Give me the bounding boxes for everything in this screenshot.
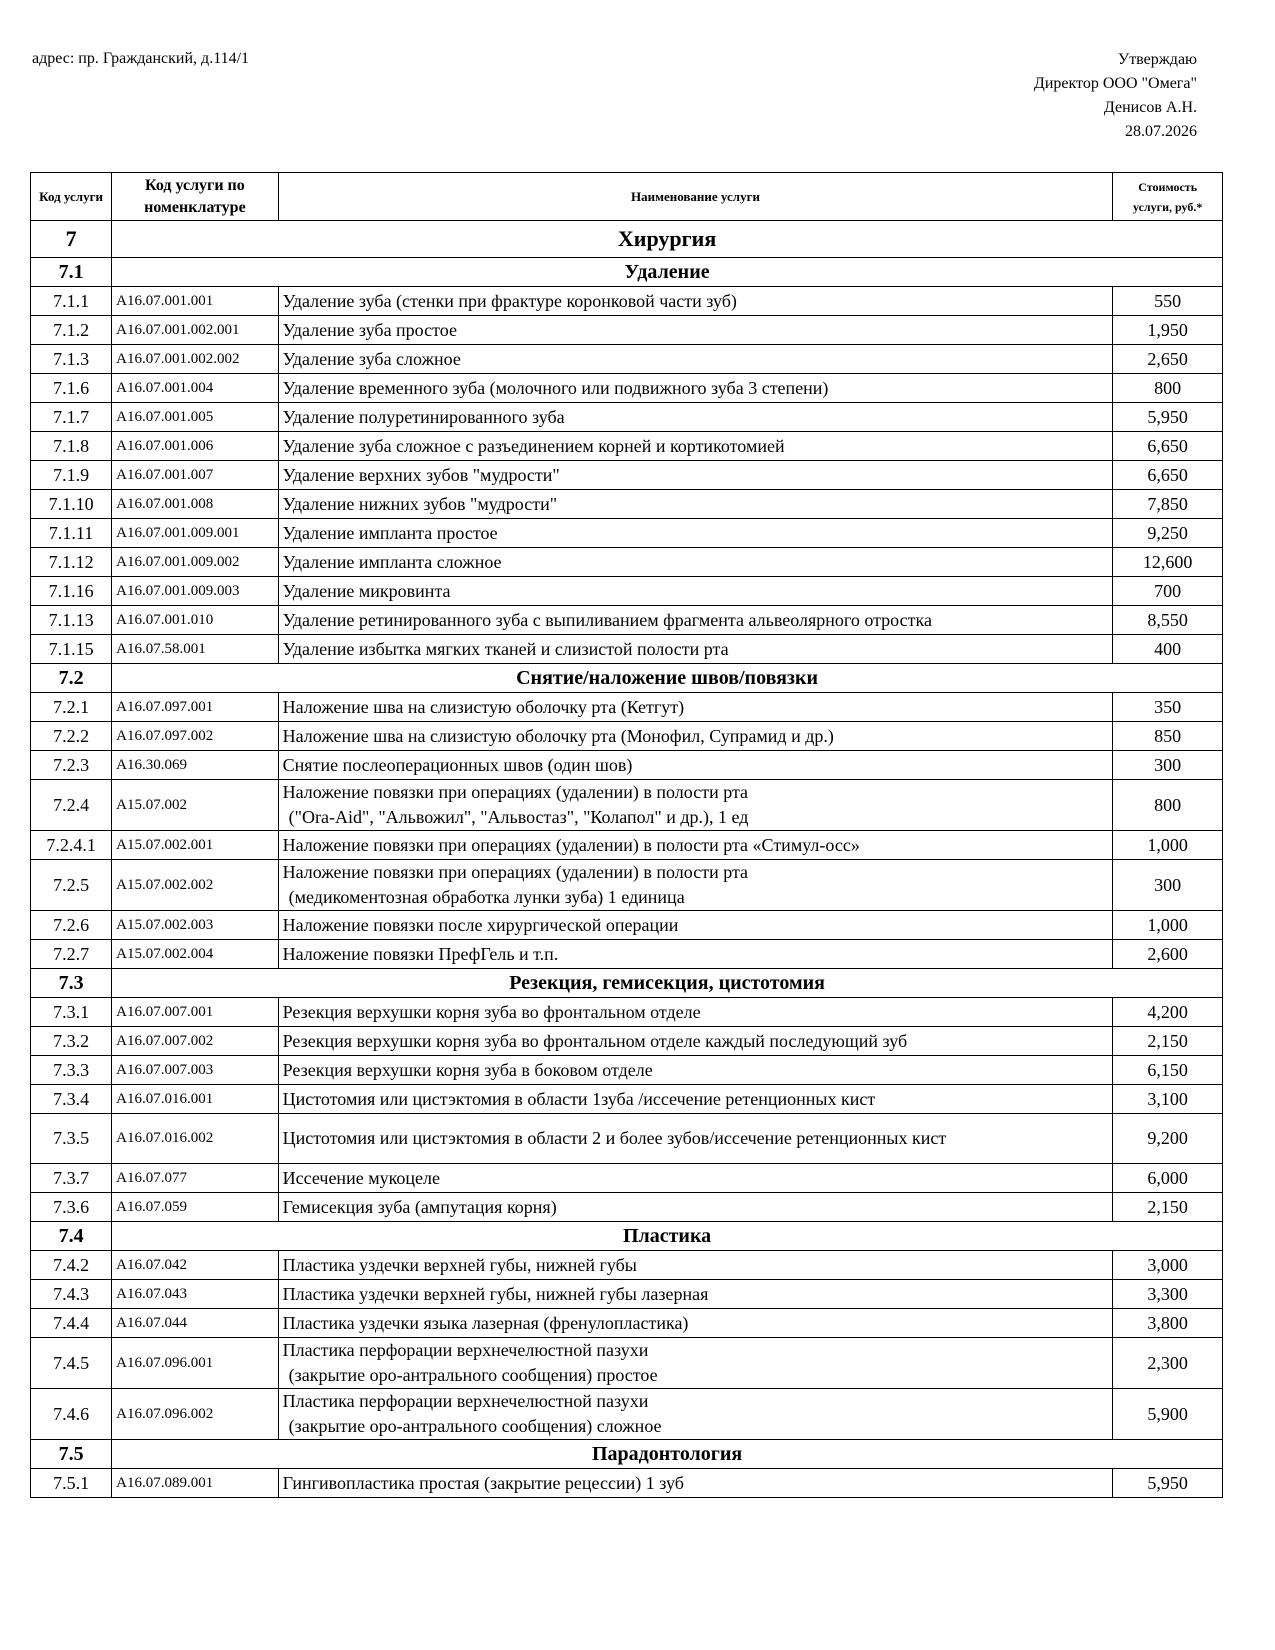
service-code: 7.1.1 — [31, 287, 112, 316]
table-row — [31, 911, 1223, 940]
service-name — [278, 1114, 1113, 1164]
service-name-line: Удаление импланта простое — [282, 522, 498, 543]
service-name-line: Удаление верхних зубов "мудрости" — [282, 464, 560, 485]
nomenclature-code: A16.07.096.001 — [112, 1338, 279, 1389]
service-code: 7.1.8 — [31, 432, 112, 461]
service-code: 7.1.10 — [31, 490, 112, 519]
service-price: 7,850 — [1113, 490, 1223, 519]
service-code: 7.2.1 — [31, 693, 112, 722]
service-name-line: Наложение шва на слизистую оболочку рта (Кетгут) — [282, 696, 685, 717]
service-price: 9,250 — [1113, 519, 1223, 548]
nomenclature-code: A16.07.001.004 — [112, 374, 279, 403]
service-price: 1,000 — [1113, 911, 1223, 940]
nomenclature-code: A16.07.016.002 — [112, 1114, 279, 1164]
nomenclature-code: A16.07.077 — [112, 1164, 279, 1193]
service-name — [278, 1469, 1113, 1498]
section-code: 7.5 — [31, 1440, 112, 1469]
service-name-line: Гемисекция зуба (ампутация корня) — [282, 1196, 557, 1217]
service-code: 7.1.12 — [31, 548, 112, 577]
service-code: 7.4.4 — [31, 1309, 112, 1338]
section-title: Снятие/наложение швов/повязки — [112, 664, 1223, 693]
service-name — [278, 316, 1113, 345]
service-name-line: Удаление зуба (стенки при фрактуре коронковой части зуб) — [282, 290, 737, 311]
approval-line: Денисов А.Н. — [1103, 99, 1197, 116]
service-price: 2,650 — [1113, 345, 1223, 374]
service-name-line: Удаление избытка мягких тканей и слизистой полости рта — [282, 638, 729, 659]
table-row — [31, 860, 1223, 911]
service-code: 7.1.9 — [31, 461, 112, 490]
service-price: 700 — [1113, 577, 1223, 606]
column-header-nomenclature: Код услуги по номенклатуре — [112, 173, 279, 221]
service-price: 6,650 — [1113, 432, 1223, 461]
table-row — [31, 780, 1223, 831]
service-code: 7.2.7 — [31, 940, 112, 969]
service-code: 7.1.13 — [31, 606, 112, 635]
service-name — [278, 1280, 1113, 1309]
service-code: 7.1.7 — [31, 403, 112, 432]
table-row — [31, 1251, 1223, 1280]
service-name-line: Удаление временного зуба (молочного или подвижного зуба 3 степени) — [282, 377, 829, 398]
service-price: 2,600 — [1113, 940, 1223, 969]
service-name — [278, 403, 1113, 432]
service-name-line: Удаление нижних зубов "мудрости" — [282, 493, 558, 514]
service-price: 3,100 — [1113, 1085, 1223, 1114]
table-row — [31, 606, 1223, 635]
service-price: 12,600 — [1113, 548, 1223, 577]
nomenclature-code: A15.07.002 — [112, 780, 279, 831]
table-row — [31, 403, 1223, 432]
service-price: 4,200 — [1113, 998, 1223, 1027]
service-name — [278, 911, 1113, 940]
table-row — [31, 722, 1223, 751]
table-row — [31, 519, 1223, 548]
service-name-line: Удаление зуба сложное — [282, 348, 461, 369]
section-row — [31, 969, 1223, 998]
service-price: 6,000 — [1113, 1164, 1223, 1193]
table-row — [31, 940, 1223, 969]
service-name — [278, 1027, 1113, 1056]
nomenclature-code: A16.07.007.001 — [112, 998, 279, 1027]
service-price: 2,300 — [1113, 1338, 1223, 1389]
service-name — [278, 693, 1113, 722]
service-price: 800 — [1113, 374, 1223, 403]
service-name — [278, 998, 1113, 1027]
service-name — [278, 577, 1113, 606]
table-row — [31, 345, 1223, 374]
table-header-row — [31, 173, 1223, 221]
service-name-line: Снятие послеоперационных швов (один шов) — [282, 754, 633, 775]
service-name — [278, 1338, 1113, 1389]
table-row — [31, 1056, 1223, 1085]
approval-line: Утверждаю — [1117, 51, 1197, 68]
nomenclature-code: A16.07.001.010 — [112, 606, 279, 635]
table-body — [31, 221, 1223, 1498]
section-title: Резекция, гемисекция, цистотомия — [112, 969, 1223, 998]
section-row — [31, 664, 1223, 693]
section-row — [31, 1440, 1223, 1469]
service-name — [278, 751, 1113, 780]
service-code: 7.4.3 — [31, 1280, 112, 1309]
service-name — [278, 345, 1113, 374]
service-price: 6,150 — [1113, 1056, 1223, 1085]
nomenclature-code: A16.07.001.002.002 — [112, 345, 279, 374]
table-row — [31, 1309, 1223, 1338]
service-code: 7.2.5 — [31, 860, 112, 911]
service-name-line: (медикоментозная обработка лунки зуба) 1 единица — [288, 887, 685, 907]
service-price: 3,000 — [1113, 1251, 1223, 1280]
table-row — [31, 1114, 1223, 1164]
approval-date: 28.07.2026 — [1125, 123, 1197, 140]
column-header-name: Наименование услуги — [278, 173, 1113, 221]
nomenclature-code: A16.07.001.007 — [112, 461, 279, 490]
service-code: 7.4.2 — [31, 1251, 112, 1280]
clinic-address: адрес: пр. Гражданский, д.114/1 — [32, 50, 250, 67]
service-name — [278, 1389, 1113, 1440]
service-name-line: Резекция верхушки корня зуба во фронтальном отделе — [282, 1001, 701, 1022]
service-name — [278, 780, 1113, 831]
service-name-line: Удаление зуба простое — [282, 319, 457, 340]
section-code: 7.4 — [31, 1222, 112, 1251]
nomenclature-code: A16.07.043 — [112, 1280, 279, 1309]
nomenclature-code: A16.07.007.002 — [112, 1027, 279, 1056]
service-name-line: ("Ora-Aid", "Альвожил", "Альвостаз", "Колапол" и др.), 1 ед — [288, 807, 749, 827]
service-name-line: Цистотомия или цистэктомия в области 1зуба /иссечение ретенционных кист — [282, 1088, 876, 1109]
section-row — [31, 221, 1223, 258]
table-row — [31, 490, 1223, 519]
nomenclature-code: A16.07.001.009.003 — [112, 577, 279, 606]
service-name — [278, 722, 1113, 751]
service-name-line: Удаление микровинта — [282, 580, 451, 601]
table-row — [31, 374, 1223, 403]
section-title: Парадонтология — [112, 1440, 1223, 1469]
service-name-line: Иссечение мукоцеле — [282, 1167, 441, 1188]
table-row — [31, 1027, 1223, 1056]
section-code: 7.2 — [31, 664, 112, 693]
service-name-line: (закрытие оро-антрального сообщения) простое — [288, 1365, 658, 1385]
table-row — [31, 287, 1223, 316]
nomenclature-code: A15.07.002.001 — [112, 831, 279, 860]
nomenclature-code: A16.07.001.008 — [112, 490, 279, 519]
service-name — [278, 1193, 1113, 1222]
service-code: 7.3.3 — [31, 1056, 112, 1085]
service-code: 7.5.1 — [31, 1469, 112, 1498]
column-header-code: Код услуги — [31, 173, 112, 221]
service-price: 1,000 — [1113, 831, 1223, 860]
service-name-line: Наложение повязки при операциях (удалении) в полости рта — [282, 862, 749, 882]
table-row — [31, 1389, 1223, 1440]
service-code: 7.1.3 — [31, 345, 112, 374]
table-row — [31, 831, 1223, 860]
section-row — [31, 258, 1223, 287]
service-price: 400 — [1113, 635, 1223, 664]
service-price: 2,150 — [1113, 1193, 1223, 1222]
service-code: 7.2.2 — [31, 722, 112, 751]
service-code: 7.3.5 — [31, 1114, 112, 1164]
service-name — [278, 940, 1113, 969]
service-price: 9,200 — [1113, 1114, 1223, 1164]
section-title: Хирургия — [112, 221, 1223, 258]
section-row — [31, 1222, 1223, 1251]
service-name-line: Удаление зуба сложное с разъединением корней и кортикотомией — [282, 435, 785, 456]
service-name — [278, 606, 1113, 635]
service-code: 7.2.6 — [31, 911, 112, 940]
service-code: 7.1.16 — [31, 577, 112, 606]
service-name-line: Гингивопластика простая (закрытие рецессии) 1 зуб — [282, 1472, 684, 1493]
table-row — [31, 1193, 1223, 1222]
nomenclature-code: A16.07.089.001 — [112, 1469, 279, 1498]
service-code: 7.3.4 — [31, 1085, 112, 1114]
service-name-line: Удаление ретинированного зуба с выпиливанием фрагмента альвеолярного отростка — [282, 609, 932, 630]
nomenclature-code: A16.07.001.001 — [112, 287, 279, 316]
service-name — [278, 432, 1113, 461]
table-row — [31, 751, 1223, 780]
section-code: 7.1 — [31, 258, 112, 287]
service-price: 3,800 — [1113, 1309, 1223, 1338]
service-price: 3,300 — [1113, 1280, 1223, 1309]
service-name-line: Пластика перфорации верхнечелюстной пазухи — [282, 1391, 649, 1411]
nomenclature-code: A16.07.044 — [112, 1309, 279, 1338]
service-price: 1,950 — [1113, 316, 1223, 345]
service-name-line: Резекция верхушки корня зуба во фронтальном отделе каждый последующий зуб — [282, 1030, 908, 1051]
nomenclature-code: A16.07.097.001 — [112, 693, 279, 722]
nomenclature-code: A16.30.069 — [112, 751, 279, 780]
service-price: 300 — [1113, 751, 1223, 780]
service-name — [278, 519, 1113, 548]
table-row — [31, 461, 1223, 490]
table-row — [31, 1164, 1223, 1193]
nomenclature-code: A16.07.097.002 — [112, 722, 279, 751]
service-name-line: Пластика перфорации верхнечелюстной пазухи — [282, 1340, 649, 1360]
nomenclature-code: A16.07.059 — [112, 1193, 279, 1222]
service-name-line: Наложение шва на слизистую оболочку рта (Монофил, Супрамид и др.) — [282, 725, 834, 746]
service-name — [278, 635, 1113, 664]
service-name-line: Наложение повязки при операциях (удалении) в полости рта — [282, 782, 749, 802]
service-name-line: (закрытие оро-антрального сообщения) сложное — [288, 1416, 662, 1436]
service-code: 7.2.3 — [31, 751, 112, 780]
nomenclature-code: A16.07.001.009.001 — [112, 519, 279, 548]
section-title: Пластика — [112, 1222, 1223, 1251]
service-name — [278, 831, 1113, 860]
nomenclature-code: A16.07.016.001 — [112, 1085, 279, 1114]
service-name — [278, 860, 1113, 911]
section-code: 7 — [31, 221, 112, 258]
table-row — [31, 1469, 1223, 1498]
service-price: 6,650 — [1113, 461, 1223, 490]
service-name-line: Цистотомия или цистэктомия в области 2 и более зубов/иссечение ретенционных кист — [282, 1128, 947, 1148]
service-code: 7.3.7 — [31, 1164, 112, 1193]
service-name-line: Пластика уздечки языка лазерная (френулопластика) — [282, 1312, 689, 1333]
table-row — [31, 432, 1223, 461]
approval-line: Директор ООО "Омега" — [1033, 75, 1197, 92]
nomenclature-code: A15.07.002.002 — [112, 860, 279, 911]
nomenclature-code: A16.07.007.003 — [112, 1056, 279, 1085]
service-price: 550 — [1113, 287, 1223, 316]
service-name — [278, 1085, 1113, 1114]
table-row — [31, 1085, 1223, 1114]
service-code: 7.1.2 — [31, 316, 112, 345]
nomenclature-code: A16.07.001.005 — [112, 403, 279, 432]
service-code: 7.2.4 — [31, 780, 112, 831]
nomenclature-code: A16.07.096.002 — [112, 1389, 279, 1440]
service-price: 300 — [1113, 860, 1223, 911]
nomenclature-code: A16.07.001.002.001 — [112, 316, 279, 345]
table-row — [31, 635, 1223, 664]
service-code: 7.4.6 — [31, 1389, 112, 1440]
nomenclature-code: A16.07.001.006 — [112, 432, 279, 461]
service-price: 2,150 — [1113, 1027, 1223, 1056]
service-price: 850 — [1113, 722, 1223, 751]
service-name-line: Удаление импланта сложное — [282, 551, 502, 572]
column-header-price: Стоимость услуги, руб.* — [1113, 173, 1223, 221]
service-code: 7.3.6 — [31, 1193, 112, 1222]
service-name-line: Наложение повязки ПрефГель и т.п. — [282, 943, 559, 964]
service-name — [278, 490, 1113, 519]
service-price: 5,950 — [1113, 403, 1223, 432]
service-name — [278, 548, 1113, 577]
approval-block — [1034, 48, 1197, 144]
service-name — [278, 1164, 1113, 1193]
nomenclature-code: A16.07.001.009.002 — [112, 548, 279, 577]
service-name — [278, 374, 1113, 403]
service-code: 7.2.4.1 — [31, 831, 112, 860]
nomenclature-code: A15.07.002.004 — [112, 940, 279, 969]
table-row — [31, 693, 1223, 722]
service-price: 5,900 — [1113, 1389, 1223, 1440]
service-name-line: Резекция верхушки корня зуба в боковом отделе — [282, 1059, 653, 1080]
service-name — [278, 1251, 1113, 1280]
table-row — [31, 1280, 1223, 1309]
service-name — [278, 1309, 1113, 1338]
service-code: 7.1.11 — [31, 519, 112, 548]
table-row — [31, 577, 1223, 606]
service-code: 7.3.2 — [31, 1027, 112, 1056]
service-price: 8,550 — [1113, 606, 1223, 635]
service-code: 7.4.5 — [31, 1338, 112, 1389]
service-code: 7.3.1 — [31, 998, 112, 1027]
service-name — [278, 287, 1113, 316]
section-code: 7.3 — [31, 969, 112, 998]
service-name-line: Наложение повязки при операциях (удалении) в полости рта «Стимул-осс» — [282, 834, 860, 855]
nomenclature-code: A15.07.002.003 — [112, 911, 279, 940]
service-code: 7.1.6 — [31, 374, 112, 403]
service-price: 5,950 — [1113, 1469, 1223, 1498]
nomenclature-code: A16.07.042 — [112, 1251, 279, 1280]
price-table — [30, 172, 1223, 1498]
service-name — [278, 1056, 1113, 1085]
service-code: 7.1.15 — [31, 635, 112, 664]
nomenclature-code: A16.07.58.001 — [112, 635, 279, 664]
section-title: Удаление — [112, 258, 1223, 287]
table-row — [31, 316, 1223, 345]
service-name-line: Наложение повязки после хирургической операции — [282, 914, 679, 935]
service-name-line: Пластика уздечки верхней губы, нижней губы лазерная — [282, 1283, 709, 1304]
service-name — [278, 461, 1113, 490]
service-name-line: Удаление полуретинированного зуба — [282, 406, 565, 427]
table-row — [31, 548, 1223, 577]
service-name-line: Пластика уздечки верхней губы, нижней губы — [282, 1254, 637, 1275]
service-price: 800 — [1113, 780, 1223, 831]
table-row — [31, 1338, 1223, 1389]
table-row — [31, 998, 1223, 1027]
service-price: 350 — [1113, 693, 1223, 722]
